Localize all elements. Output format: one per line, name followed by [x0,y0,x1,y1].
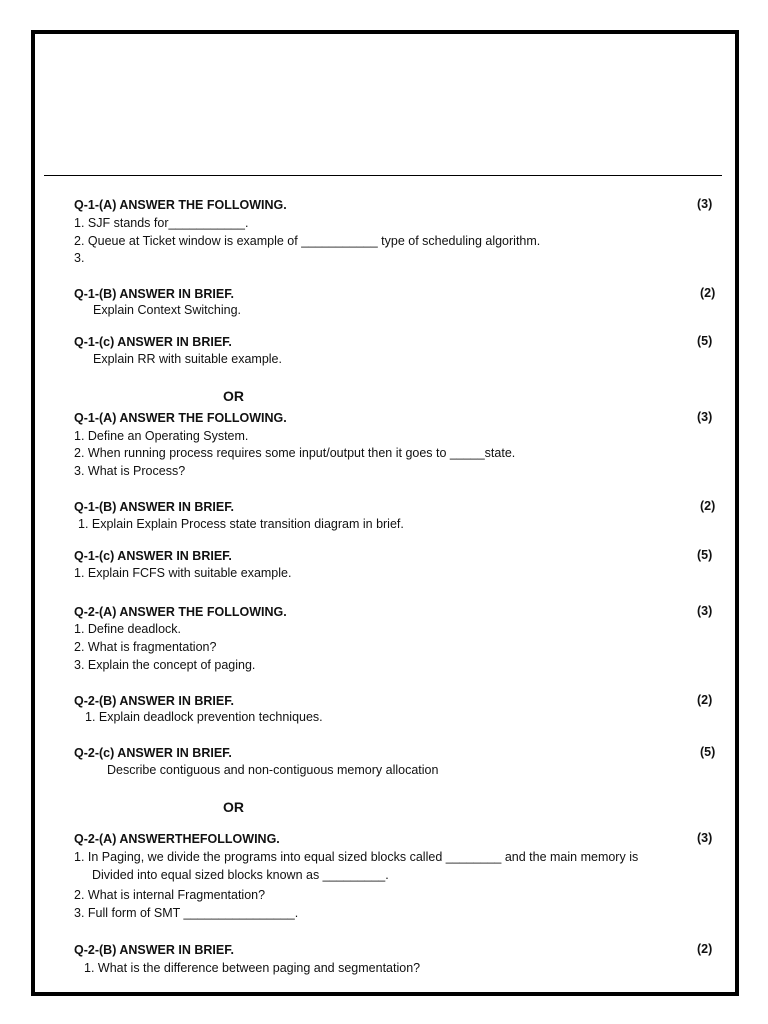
marks: (3) [697,197,713,211]
marks: (2) [700,286,716,300]
section-heading: Q-1-(B) ANSWER IN BRIEF. [74,287,234,301]
question-item: Describe contiguous and non-contiguous memory allocation [107,763,439,777]
or-separator: OR [223,388,244,404]
marks: (5) [697,548,713,562]
section-heading: Q-2-(A) ANSWERTHEFOLLOWING. [74,832,280,846]
question-item: 2. What is internal Fragmentation? [74,888,266,902]
section-heading: Q-1-(B) ANSWER IN BRIEF. [74,500,234,514]
section-heading: Q-1-(c) ANSWER IN BRIEF. [74,549,232,563]
question-item: Explain RR with suitable example. [93,352,282,366]
marks: (2) [697,693,713,707]
question-item: Explain Context Switching. [93,303,241,317]
question-item: 1. Define deadlock. [74,622,182,636]
question-item: 1. What is the difference between paging and segmentation? [84,961,421,975]
section-heading: Q-2-(A) ANSWER THE FOLLOWING. [74,605,287,619]
marks: (3) [697,604,713,618]
question-item: 2. When running process requires some input/output then it goes to _____state. [74,446,516,460]
section-heading: Q-2-(B) ANSWER IN BRIEF. [74,943,234,957]
section-heading: Q-1-(A) ANSWER THE FOLLOWING. [74,198,287,212]
question-item: 2. What is fragmentation? [74,640,217,654]
question-item: 3. Explain the concept of paging. [74,658,256,672]
section-heading: Q-1-(A) ANSWER THE FOLLOWING. [74,411,287,425]
question-item: 1. Explain FCFS with suitable example. [74,566,292,580]
section-heading: Q-2-(c) ANSWER IN BRIEF. [74,746,232,760]
or-separator: OR [223,799,244,815]
marks: (3) [697,831,713,845]
question-item: 3. What is Process? [74,464,186,478]
marks: (3) [697,410,713,424]
question-item: 1. Explain Explain Process state transition diagram in brief. [78,517,404,531]
question-item: 1. Explain deadlock prevention techniques. [85,710,323,724]
marks: (5) [700,745,716,759]
question-item: 2. Queue at Ticket window is example of ___________ type of scheduling algorithm. [74,234,541,248]
section-heading: Q-1-(c) ANSWER IN BRIEF. [74,335,232,349]
question-item: 1. Define an Operating System. [74,429,249,443]
header-rule [44,175,722,176]
question-item-continued: Divided into equal sized blocks known as _________. [92,868,389,882]
section-heading: Q-2-(B) ANSWER IN BRIEF. [74,694,234,708]
question-item: 1. In Paging, we divide the programs into equal sized blocks called ________ and the main memory is [74,850,639,864]
marks: (5) [697,334,713,348]
marks: (2) [697,942,713,956]
question-item: 3. [74,251,85,265]
marks: (2) [700,499,716,513]
question-item: 1. SJF stands for___________. [74,216,249,230]
question-item: 3. Full form of SMT ________________. [74,906,299,920]
